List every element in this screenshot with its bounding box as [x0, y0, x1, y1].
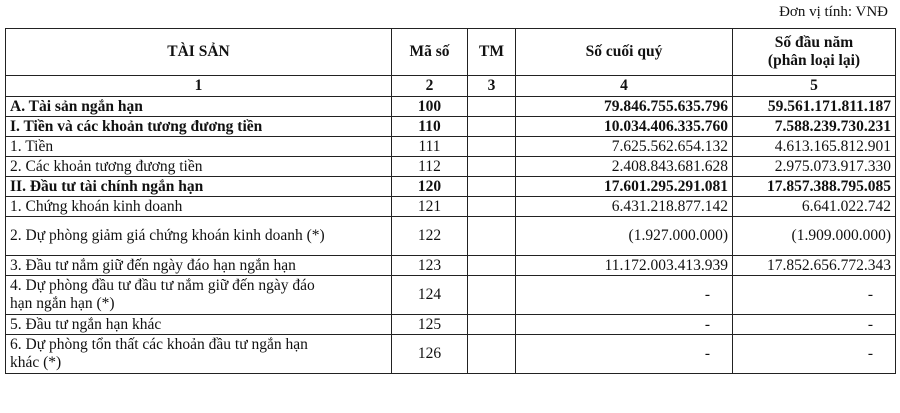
row-name — [6, 335, 392, 374]
row-name — [6, 276, 392, 315]
row-note — [468, 177, 516, 197]
row-code: 122 — [392, 217, 468, 256]
header-end-quarter: Số cuối quý — [516, 29, 733, 76]
row-start-value: 2.975.073.917.330 — [733, 157, 896, 177]
row-code: 120 — [392, 177, 468, 197]
table-row — [6, 256, 896, 276]
row-code: 125 — [392, 315, 468, 335]
header-start-year — [733, 29, 896, 76]
row-name: A. Tài sản ngắn hạn — [6, 97, 392, 117]
column-number: 3 — [468, 76, 516, 97]
row-name: 1. Tiền — [6, 137, 392, 157]
row-end-value: - — [516, 276, 733, 315]
row-name-line1: 4. Dự phòng đầu tư đầu tư nắm giữ đến ngày đáo — [10, 277, 315, 294]
column-number: 2 — [392, 76, 468, 97]
row-start-value: 6.641.022.742 — [733, 197, 896, 217]
row-code: 123 — [392, 256, 468, 276]
column-number: 1 — [6, 76, 392, 97]
row-note — [468, 256, 516, 276]
row-name-line1: 6. Dự phòng tổn thất các khoản đầu tư ngắn hạn — [10, 336, 308, 353]
header-note: TM — [468, 29, 516, 76]
table-row — [6, 177, 896, 197]
row-start-value: 7.588.239.730.231 — [733, 117, 896, 137]
row-note — [468, 117, 516, 137]
row-start-value: 4.613.165.812.901 — [733, 137, 896, 157]
row-name: 2. Dự phòng giảm giá chứng khoán kinh doanh (*) — [6, 217, 392, 256]
header-start-year-line1: Số đầu năm — [774, 34, 854, 51]
table-row — [6, 97, 896, 117]
header-row — [6, 29, 896, 76]
row-code: 111 — [392, 137, 468, 157]
row-code: 100 — [392, 97, 468, 117]
row-end-value: 79.846.755.635.796 — [516, 97, 733, 117]
row-end-value: - — [516, 315, 733, 335]
row-name: II. Đầu tư tài chính ngắn hạn — [6, 177, 392, 197]
column-number-row — [6, 76, 896, 97]
row-end-value: 7.625.562.654.132 — [516, 137, 733, 157]
row-name: I. Tiền và các khoản tương đương tiền — [6, 117, 392, 137]
row-code: 126 — [392, 335, 468, 374]
row-note — [468, 335, 516, 374]
header-start-year-line2: (phân loại lại) — [767, 52, 861, 69]
table-row — [6, 217, 896, 256]
row-code: 112 — [392, 157, 468, 177]
row-start-value: - — [733, 276, 896, 315]
unit-label: Đơn vị tính: VNĐ — [779, 4, 888, 20]
table-row — [6, 197, 896, 217]
row-note — [468, 97, 516, 117]
row-code: 124 — [392, 276, 468, 315]
row-name: 5. Đầu tư ngắn hạn khác — [6, 315, 392, 335]
row-note — [468, 197, 516, 217]
row-end-value: 2.408.843.681.628 — [516, 157, 733, 177]
row-end-value: 11.172.003.413.939 — [516, 256, 733, 276]
row-note — [468, 315, 516, 335]
row-start-value: - — [733, 315, 896, 335]
row-name-line2: hạn ngắn hạn (*) — [10, 295, 115, 312]
row-code: 110 — [392, 117, 468, 137]
balance-sheet-table — [5, 28, 896, 374]
row-note — [468, 137, 516, 157]
header-code: Mã số — [392, 29, 468, 76]
row-name: 3. Đầu tư nắm giữ đến ngày đáo hạn ngắn hạn — [6, 256, 392, 276]
row-end-value: 10.034.406.335.760 — [516, 117, 733, 137]
row-note — [468, 157, 516, 177]
row-name: 1. Chứng khoán kinh doanh — [6, 197, 392, 217]
table-row — [6, 157, 896, 177]
row-end-value: 6.431.218.877.142 — [516, 197, 733, 217]
row-start-value: - — [733, 335, 896, 374]
table-row — [6, 335, 896, 374]
header-asset: TÀI SẢN — [6, 29, 392, 76]
row-code: 121 — [392, 197, 468, 217]
table-row — [6, 276, 896, 315]
row-end-value: 17.601.295.291.081 — [516, 177, 733, 197]
table-row — [6, 315, 896, 335]
row-start-value: 17.852.656.772.343 — [733, 256, 896, 276]
row-end-value: (1.927.000.000) — [516, 217, 733, 256]
row-note — [468, 217, 516, 256]
table-row — [6, 137, 896, 157]
row-note — [468, 276, 516, 315]
column-number: 4 — [516, 76, 733, 97]
row-start-value: 59.561.171.811.187 — [733, 97, 896, 117]
row-name: 2. Các khoản tương đương tiền — [6, 157, 392, 177]
column-number: 5 — [733, 76, 896, 97]
row-start-value: (1.909.000.000) — [733, 217, 896, 256]
row-name-line2: khác (*) — [10, 354, 62, 371]
table-row — [6, 117, 896, 137]
row-start-value: 17.857.388.795.085 — [733, 177, 896, 197]
row-end-value: - — [516, 335, 733, 374]
